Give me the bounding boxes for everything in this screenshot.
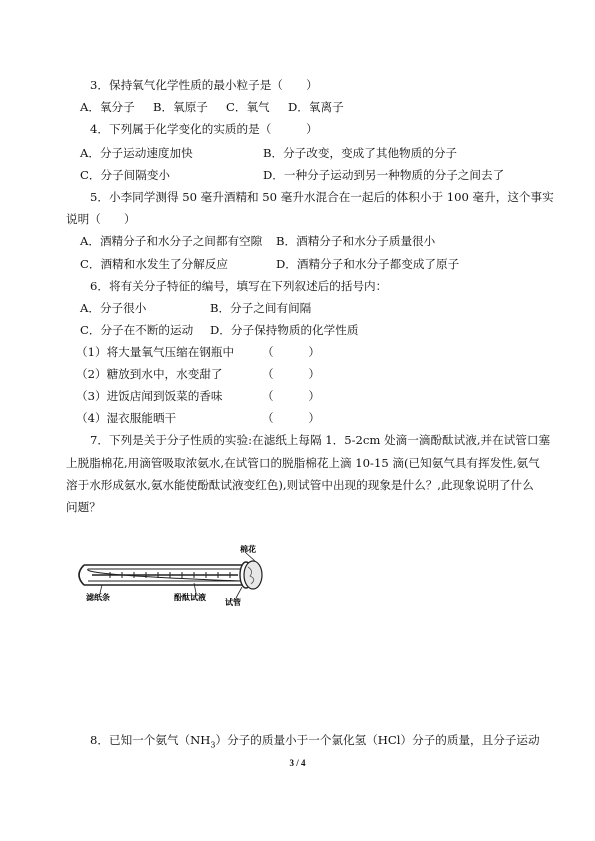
q4-option-d: D．一种分子运动到另一种物质的分子之间去了 bbox=[263, 168, 505, 182]
q5-stem-line2: 说明（ ） bbox=[66, 212, 136, 226]
q6-stem: 6．将有关分子特征的编号，填写在下列叙述后的括号内： bbox=[90, 279, 388, 293]
q6-option-b: B．分子之间有间隔 bbox=[210, 301, 312, 315]
q7-line1: 7．下列是关于分子性质的实验:在滤纸上每隔 1．5-2cm 处滴一滴酚酞试液,并在试管口塞 bbox=[90, 433, 551, 447]
q4-option-b: B．分子改变，变成了其他物质的分子 bbox=[263, 146, 458, 160]
label-cotton: 棉花 bbox=[240, 545, 256, 554]
q8-line1-part-b: ）分子的质量小于一个氯化氢（HCl）分子的质量，且分子运动 bbox=[215, 733, 540, 747]
q6-option-c: C．分子在不断的运动 bbox=[80, 323, 194, 337]
q4-stem: 4．下列属于化学变化的实质的是（ ） bbox=[90, 122, 318, 136]
q4-option-c: C．分子间隔变小 bbox=[80, 168, 171, 182]
q3-option-d: D．氧离子 bbox=[288, 100, 344, 114]
q6-item-2: （2）糖放到水中，水变甜了 bbox=[76, 367, 223, 381]
q6-item-3-blank: （ ） bbox=[262, 389, 320, 403]
q7-line4: 问题？ bbox=[66, 500, 101, 514]
q6-item-1-blank: （ ） bbox=[262, 345, 320, 359]
page-number: 3 / 4 bbox=[289, 758, 306, 768]
q6-item-1: （1）将大量氧气压缩在钢瓶中 bbox=[76, 345, 235, 359]
cotton-plug bbox=[244, 561, 262, 589]
label-phenolphthalein: 酚酞试液 bbox=[174, 593, 206, 602]
q6-item-4: （4）湿衣服能晒干 bbox=[76, 411, 177, 425]
test-tube-diagram bbox=[70, 543, 270, 623]
label-test-tube: 试管 bbox=[225, 598, 241, 607]
q6-option-a: A．分子很小 bbox=[80, 301, 147, 315]
q6-item-2-blank: （ ） bbox=[262, 367, 320, 381]
q8-line1-part-a: 8．已知一个氨气（NH bbox=[90, 733, 211, 747]
q3-stem: 3．保持氧气化学性质的最小粒子是（ ） bbox=[90, 78, 318, 92]
q3-option-a: A．氧分子 bbox=[80, 100, 135, 114]
q8-subscript: 3 bbox=[210, 740, 216, 750]
q8-line1 bbox=[90, 733, 540, 752]
q5-option-b: B．酒精分子和水分子质量很小 bbox=[276, 234, 436, 248]
q6-item-3: （3）进饭店闻到饭菜的香味 bbox=[76, 389, 223, 403]
q7-line2: 上脱脂棉花,用滴管吸取浓氨水,在试管口的脱脂棉花上滴 10-15 滴(已知氨气具有挥发性,氨气 bbox=[66, 456, 540, 470]
q5-option-c: C．酒精和水发生了分解反应 bbox=[80, 257, 228, 271]
q6-item-4-blank: （ ） bbox=[262, 411, 320, 425]
q7-line3: 溶于水形成氨水,氨水能使酚酞试液变红色),则试管中出现的现象是什么？,此现象说明了什么 bbox=[66, 478, 534, 492]
label-filter-paper: 滤纸条 bbox=[86, 593, 110, 602]
q3-option-c: C．氧气 bbox=[226, 100, 270, 114]
q5-option-d: D．酒精分子和水分子都变成了原子 bbox=[276, 257, 460, 271]
q6-option-d: D．分子保持物质的化学性质 bbox=[210, 323, 359, 337]
q5-stem-line1: 5．小李同学测得 50 毫升酒精和 50 毫升水混合在一起后的体积小于 100 毫升，这个事实 bbox=[90, 190, 554, 204]
q3-option-b: B．氧原子 bbox=[153, 100, 208, 114]
q5-option-a: A．酒精分子和水分子之间都有空隙 bbox=[80, 234, 263, 248]
q4-option-a: A．分子运动速度加快 bbox=[80, 146, 193, 160]
